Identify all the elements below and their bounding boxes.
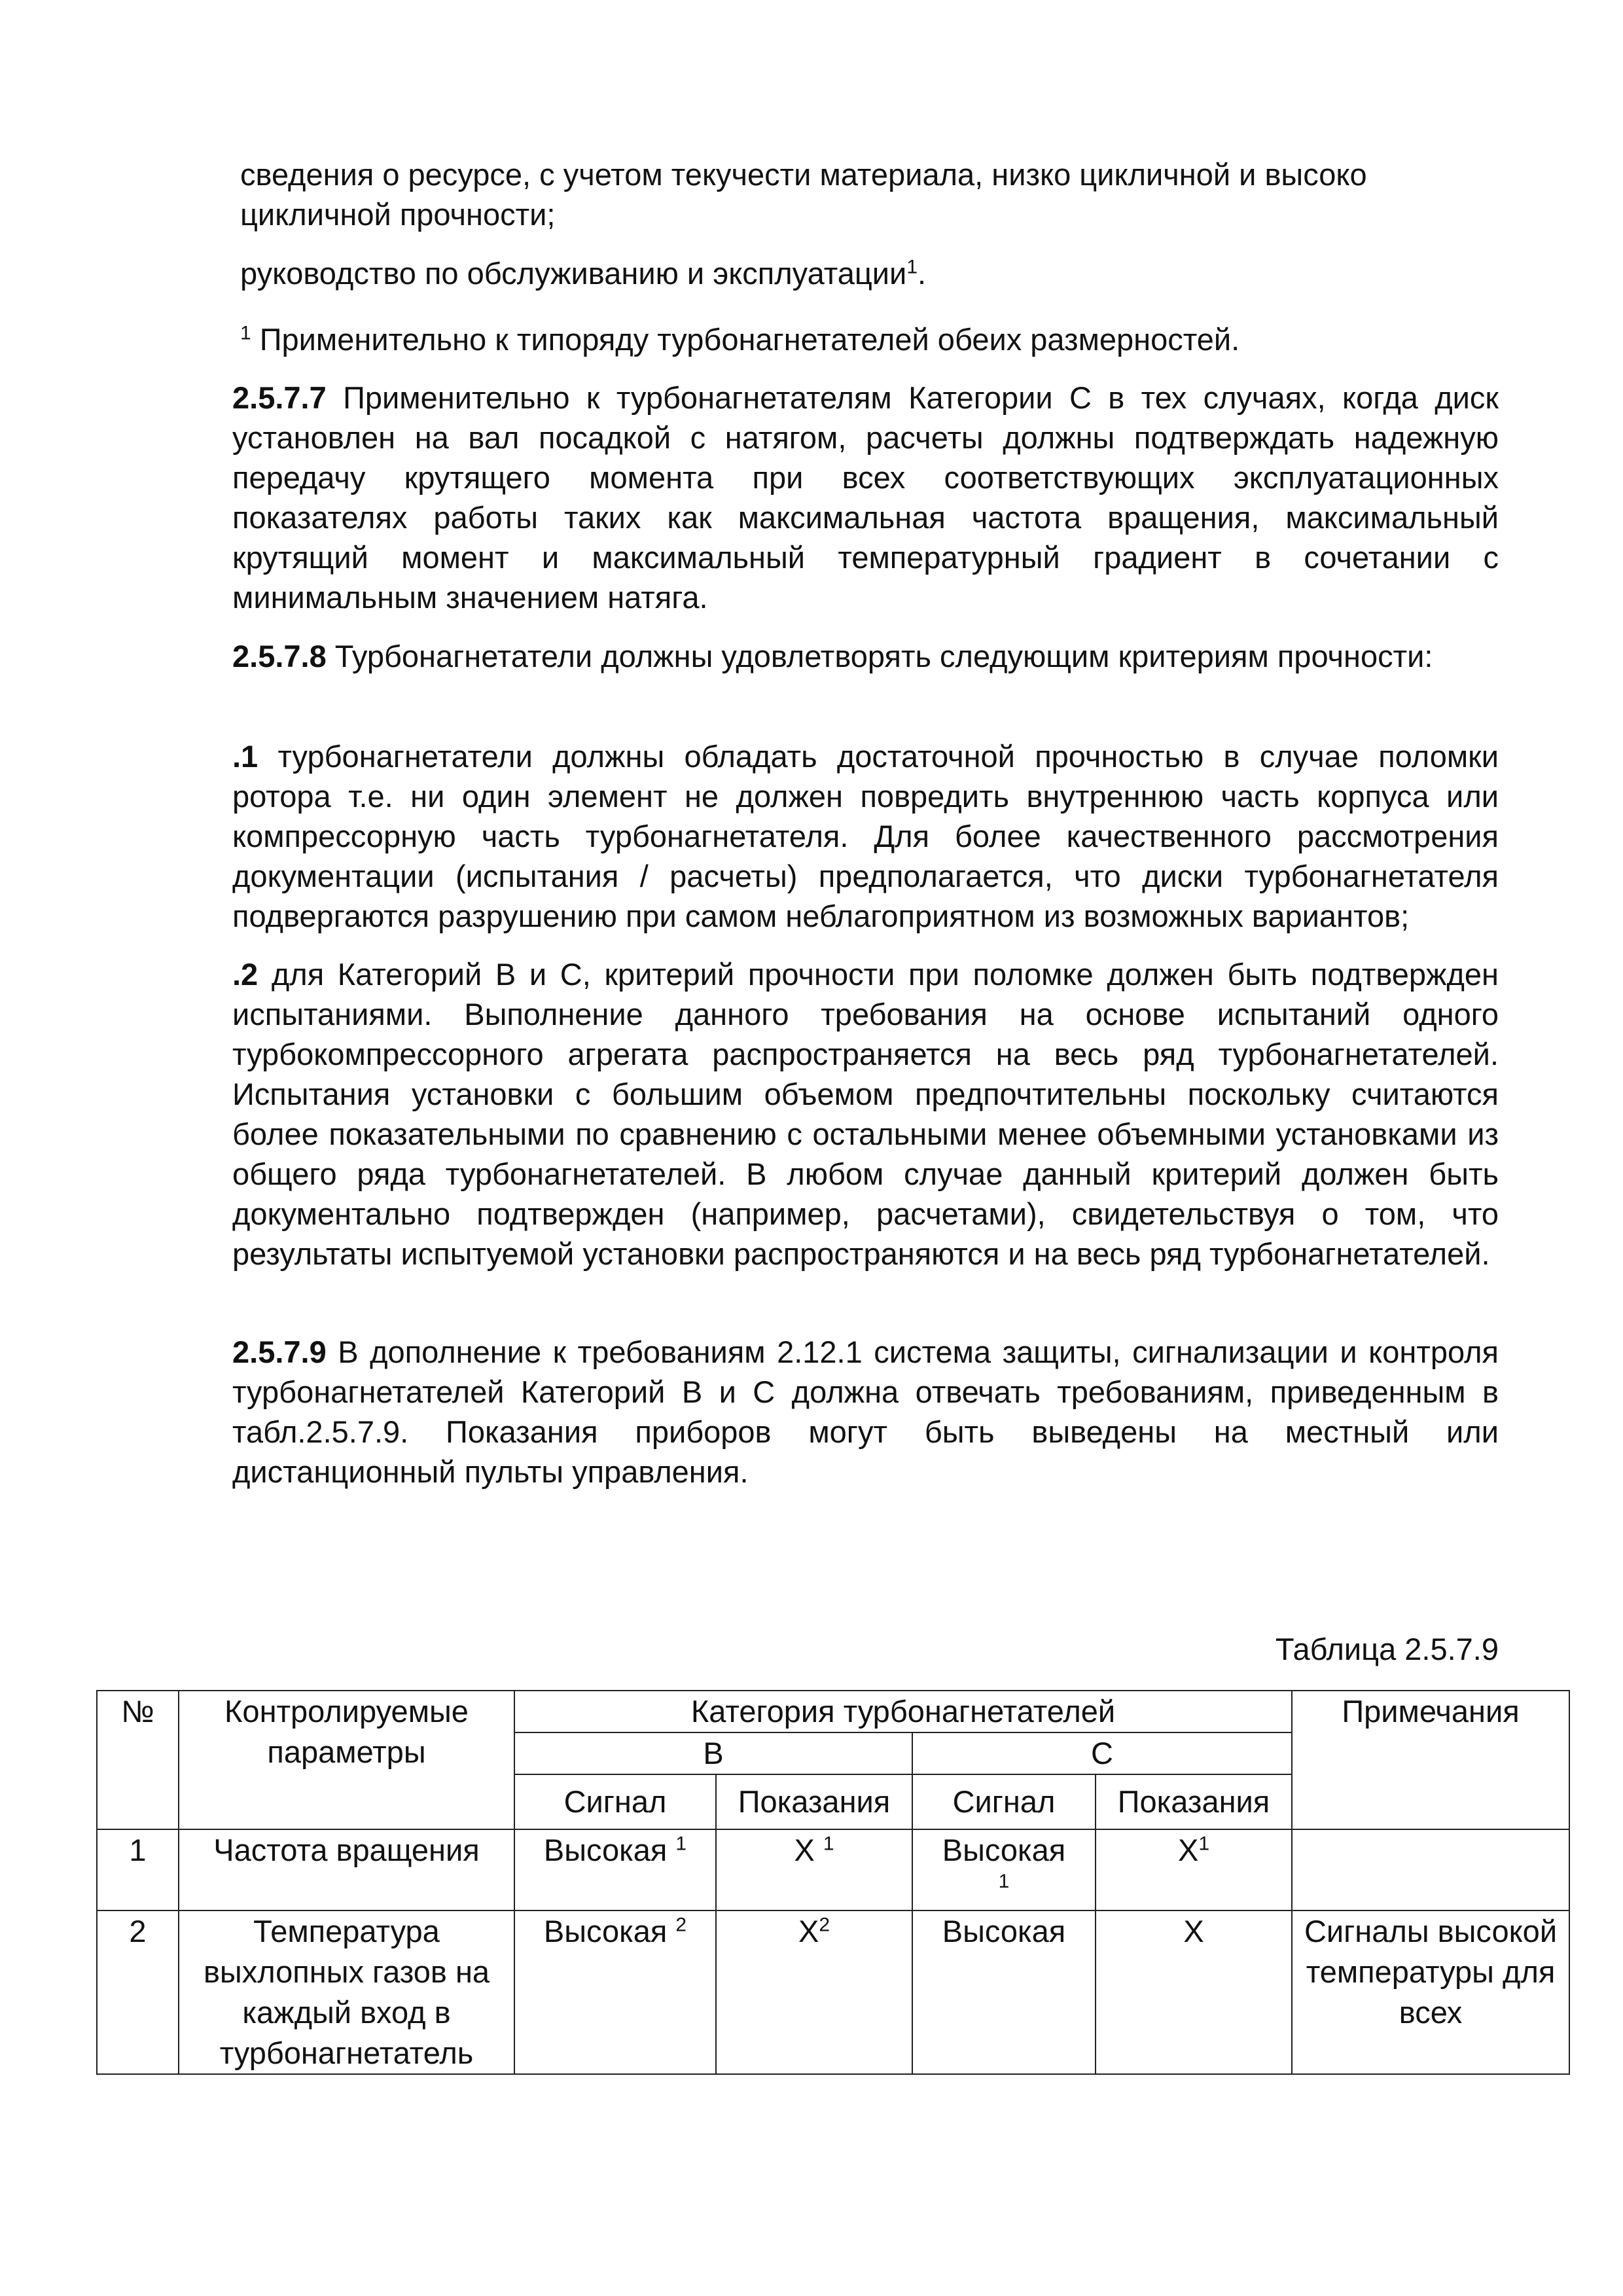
footnote-text: Применительно к типоряду турбонагнетателей обеих размерностей. (251, 322, 1240, 357)
header-category-c: С (912, 1732, 1292, 1774)
header-signal-c: Сигнал (912, 1774, 1096, 1829)
table-row (97, 1829, 1569, 1910)
item-number: .1 (232, 739, 259, 774)
row-reading-b: $X^2$ (716, 1910, 912, 2074)
header-no: № (97, 1691, 179, 1829)
section-number: 2.5.7.7 (232, 380, 327, 415)
header-reading-b: Показания (716, 1774, 912, 1829)
row-reading-c: X (1096, 1910, 1292, 2074)
item-text: для Категорий В и С, критерий прочности при поломке должен быть подтвержден испытаниями. Выполнение данного требования на основе испытаний одного турбокомпрессорного агрегата распространяется на весь ряд турбонагнетателей. Испытания установки с большим объемом предпочтительны поскольку считаются более показательными по сравнению с остальными менее объемными установками из общего ряда турбонагнетателей. В любом случае данный критерий должен быть документально подтвержден (например, расчетами), свидетельствуя о том, что результаты испытуемой установки распространяются и на весь ряд турбонагнетателей. (232, 957, 1499, 1271)
row-signal-c: Высокая (912, 1910, 1096, 2074)
row-signal-b: Высокая $^1$ (514, 1829, 716, 1910)
row-no: 1 (97, 1829, 179, 1910)
item-number: .2 (232, 957, 259, 992)
row-no: 2 (97, 1910, 179, 2074)
manual-text: руководство по обслуживанию и эксплуатации (240, 256, 907, 291)
row-reading-c: $X^1$ (1096, 1829, 1292, 1910)
footnote (232, 319, 1499, 359)
resource-info-item (232, 154, 1499, 234)
footnote-mark: 1 (240, 322, 251, 344)
section-text: В дополнение к требованиям 2.12.1 система защиты, сигнализации и контроля турбонагнетателей Категорий В и С должна отвечать требованиям, приведенным в табл.2.5.7.9. Показания приборов могут быть выведены на местный или дистанционный пульты управления. (232, 1335, 1499, 1489)
header-params: Контролируемые параметры (179, 1691, 514, 1829)
table-caption: Таблица 2.5.7.9 (1275, 1632, 1499, 1666)
section-text: Турбонагнетатели должны удовлетворять следующим критериям прочности: (326, 639, 1433, 673)
header-category-b: В (514, 1732, 912, 1774)
row-reading-b: X $^1$ (716, 1829, 912, 1910)
row-signal-b: Высокая $^2$ (514, 1910, 716, 2074)
row-signal-c: Высокая 1 (912, 1829, 1096, 1910)
item-text: турбонагнетатели должны обладать достаточной прочностью в случае поломки ротора т.е. ни один элемент не должен повредить внутреннюю часть корпуса или компрессорную часть турбонагнетателя. Для более качественного рассмотрения документации (испытания / расчеты) предполагается, что диски турбонагнетателя подвергаются разрушению при самом неблагоприятном из возможных вариантов; (232, 739, 1499, 933)
row-param: Частота вращения (179, 1829, 514, 1910)
header-reading-c: Показания (1096, 1774, 1292, 1829)
header-signal-b: Сигнал (514, 1774, 716, 1829)
header-notes: Примечания (1292, 1691, 1569, 1829)
criterion-2 (232, 954, 1499, 1274)
row-param: Температура выхлопных газов на каждый вход в турбонагнетатель (179, 1910, 514, 2074)
section-2-5-7-8 (232, 636, 1499, 676)
section-2-5-7-7 (232, 378, 1499, 617)
criterion-1 (232, 736, 1499, 936)
section-number: 2.5.7.9 (232, 1335, 327, 1369)
section-2-5-7-9 (232, 1332, 1499, 1492)
section-number: 2.5.7.8 (232, 639, 327, 673)
row-note: Сигналы высокой температуры для всех (1292, 1910, 1569, 2074)
manual-item: руководство по обслуживанию и эксплуатации$^1$. (240, 256, 927, 291)
header-category: Категория турбонагнетателей (514, 1691, 1292, 1732)
table-header-row (97, 1691, 1569, 1732)
section-text: Применительно к турбонагнетателям Категории С в тех случаях, когда диск установлен на вал посадкой с натягом, расчеты должны подтверждать надежную передачу крутящего момента при всех соответствующих эксплуатационных показателях работы таких как максимальная частота вращения, максимальный крутящий момент и максимальный температурный градиент в сочетании с минимальным значением натяга. (232, 380, 1499, 615)
table-row (97, 1910, 1569, 2074)
footnote-ref: 1 (906, 256, 918, 278)
monitoring-table (96, 1690, 1570, 2075)
resource-info-text: сведения о ресурсе, с учетом текучести материала, низко цикличной и высоко цикличной прочности; (240, 157, 1367, 232)
row-note (1292, 1829, 1569, 1910)
